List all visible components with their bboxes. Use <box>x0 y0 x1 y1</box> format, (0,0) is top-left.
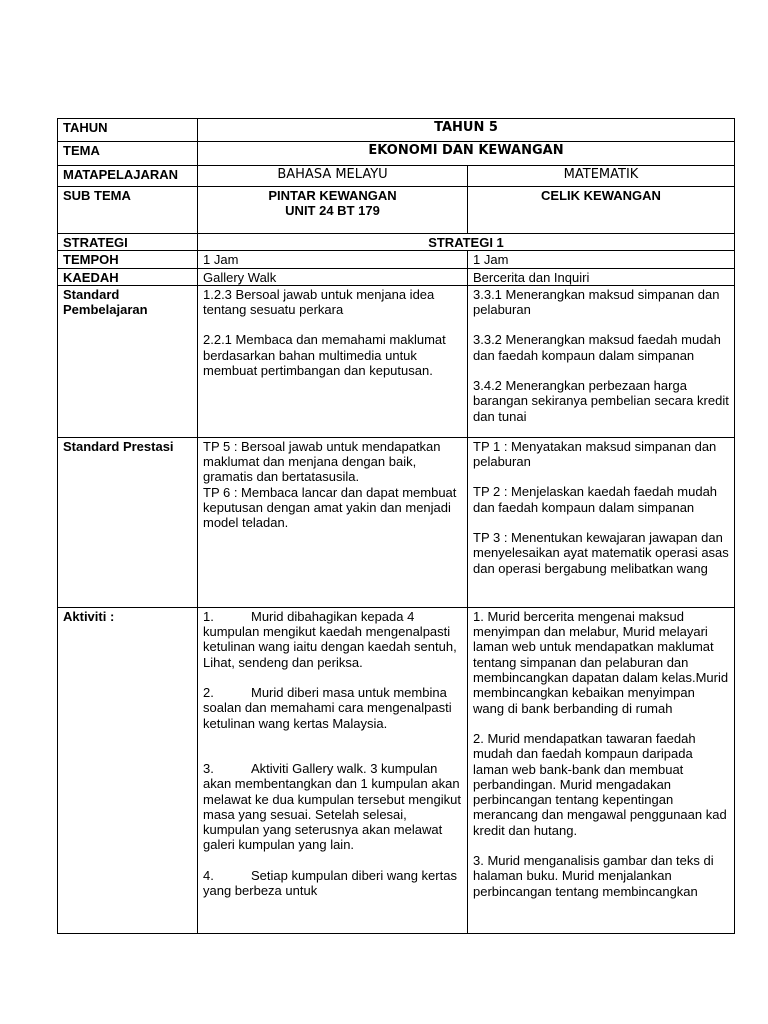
label-tahun: TAHUN <box>58 119 198 142</box>
sp-mt-item: 3.3.1 Menerangkan maksud simpanan dan pelaburan <box>473 286 720 318</box>
tempoh-mt: 1 Jam <box>468 251 735 268</box>
sub-tema-mt: CELIK KEWANGAN <box>468 187 735 234</box>
label-matapelajaran: MATAPELAJARAN <box>58 166 198 187</box>
label-tempoh: TEMPOH <box>58 251 198 268</box>
aktiviti-mt <box>468 607 735 933</box>
lesson-plan-table <box>57 118 735 934</box>
subject-matematik: MATEMATIK <box>468 166 735 187</box>
label-standard-pembelajaran <box>58 285 198 437</box>
aktiviti-bm-num: 3. <box>203 760 214 776</box>
row-tempoh <box>58 251 735 268</box>
aktiviti-bm-item <box>203 761 462 853</box>
spr-mt-item: TP 1 : Menyatakan maksud simpanan dan pelaburan <box>473 438 717 470</box>
standard-prestasi-mt <box>468 437 735 607</box>
tempoh-bm: 1 Jam <box>198 251 468 268</box>
subject-bahasa-melayu: BAHASA MELAYU <box>198 166 468 187</box>
row-standard-prestasi <box>58 437 735 607</box>
aktiviti-bm-num: 2. <box>203 685 214 701</box>
label-tema: TEMA <box>58 142 198 166</box>
spr-bm-item: TP 6 : Membaca lancar dan dapat membuat keputusan dengan amat yakin dan menjadi model teladan. <box>203 484 457 531</box>
aktiviti-bm-item <box>203 868 462 899</box>
standard-prestasi-bm <box>198 437 468 607</box>
aktiviti-bm-clip <box>203 609 462 933</box>
spr-mt-item: TP 2 : Menjelaskan kaedah faedah mudah dan faedah kompaun dalam simpanan <box>473 484 718 515</box>
label-sub-tema: SUB TEMA <box>58 187 198 234</box>
aktiviti-bm-text: Setiap kumpulan diberi wang kertas yang berbeza untuk <box>203 867 457 899</box>
label-strategi: STRATEGI <box>58 234 198 251</box>
row-tahun <box>58 119 735 142</box>
sp-bm-item: 1.2.3 Bersoal jawab untuk menjana idea tentang sesuatu perkara <box>203 286 435 318</box>
row-standard-pembelajaran <box>58 285 735 437</box>
row-tema <box>58 142 735 166</box>
row-strategi <box>58 234 735 251</box>
sp-mt-item: 3.3.2 Menerangkan maksud faedah mudah dan faedah kompaun dalam simpanan <box>473 332 721 363</box>
aktiviti-bm-text: Murid diberi masa untuk membina soalan dan memahami cara mengenalpasti ketulinan wang kertas Malaysia. <box>203 685 452 731</box>
label-standard-line2: Pembelajaran <box>63 302 148 318</box>
sp-mt-item: 3.4.2 Menerangkan perbezaan harga barangan sekiranya pembelian secara kredit dan tunai <box>473 378 729 424</box>
aktiviti-bm <box>198 607 468 933</box>
row-sub-tema <box>58 187 735 234</box>
kaedah-bm: Gallery Walk <box>198 268 468 285</box>
aktiviti-mt-clip <box>473 609 729 933</box>
value-tema: EKONOMI DAN KEWANGAN <box>198 142 735 166</box>
aktiviti-bm-item <box>203 609 462 670</box>
sub-tema-bm-line1: PINTAR KEWANGAN <box>268 188 397 203</box>
label-aktiviti: Aktiviti : <box>58 607 198 933</box>
row-aktiviti <box>58 607 735 933</box>
row-kaedah <box>58 268 735 285</box>
label-kaedah: KAEDAH <box>58 268 198 285</box>
row-matapelajaran <box>58 166 735 187</box>
label-standard-prestasi: Standard Prestasi <box>58 437 198 607</box>
aktiviti-mt-item: 1. Murid bercerita mengenai maksud menyimpan dan melabur, Murid melayari laman web untuk mendapatkan maklumat tentang simpanan dan pelaburan dan membincangkan dapatan dalam kelas.Murid membincangkan kebaikan menyimpan wang di bank berbanding di rumah <box>473 608 729 716</box>
label-standard-line1: Standard <box>63 286 120 302</box>
standard-pembelajaran-mt <box>468 285 735 437</box>
kaedah-mt: Bercerita dan Inquiri <box>468 268 735 285</box>
sp-bm-item: 2.2.1 Membaca dan memahami maklumat berdasarkan bahan multimedia untuk membuat pertimbangan dan keputusan. <box>203 332 446 379</box>
aktiviti-bm-num: 1. <box>203 608 214 624</box>
aktiviti-bm-item <box>203 685 462 731</box>
spr-bm-item: TP 5 : Bersoal jawab untuk mendapatkan maklumat dan menjana dengan baik, gramatis dan bertatasusila. <box>203 438 441 485</box>
aktiviti-bm-text: Aktiviti Gallery walk. 3 kumpulan akan membentangkan dan 1 kumpulan akan melawat ke dua kumpulan tersebut mengikut masa yang sesuai. Setelah selesai, kumpulan yang seterusnya akan melawat galeri kumpulan yang lain. <box>203 760 461 853</box>
sub-tema-bm <box>198 187 468 234</box>
spr-mt-item: TP 3 : Menentukan kewajaran jawapan dan menyelesaikan ayat matematik operasi asas dan operasi bergabung melibatkan wang <box>473 530 729 576</box>
sub-tema-bm-line2: UNIT 24 BT 179 <box>285 203 380 219</box>
aktiviti-mt-item: 2. Murid mendapatkan tawaran faedah mudah dan faedah kompaun daripada laman web bank-bank dan membuat perbandingan. Murid mengadakan perbincangan tentang kepentingan merancang dan mengawal penggunaan kad kredit dan hutang. <box>473 730 727 838</box>
value-strategi: STRATEGI 1 <box>198 234 735 251</box>
aktiviti-mt-item: 3. Murid menganalisis gambar dan teks di halaman buku. Murid menjalankan perbincangan tentang membincangkan <box>473 853 714 899</box>
value-tahun: TAHUN 5 <box>198 119 735 142</box>
standard-pembelajaran-bm <box>198 285 468 437</box>
aktiviti-bm-num: 4. <box>203 867 214 883</box>
aktiviti-bm-text: Murid dibahagikan kepada 4 kumpulan mengikut kaedah mengenalpasti ketulinan wang iaitu dengan kaedah sentuh, Lihat, sendeng dan periksa. <box>203 608 457 670</box>
